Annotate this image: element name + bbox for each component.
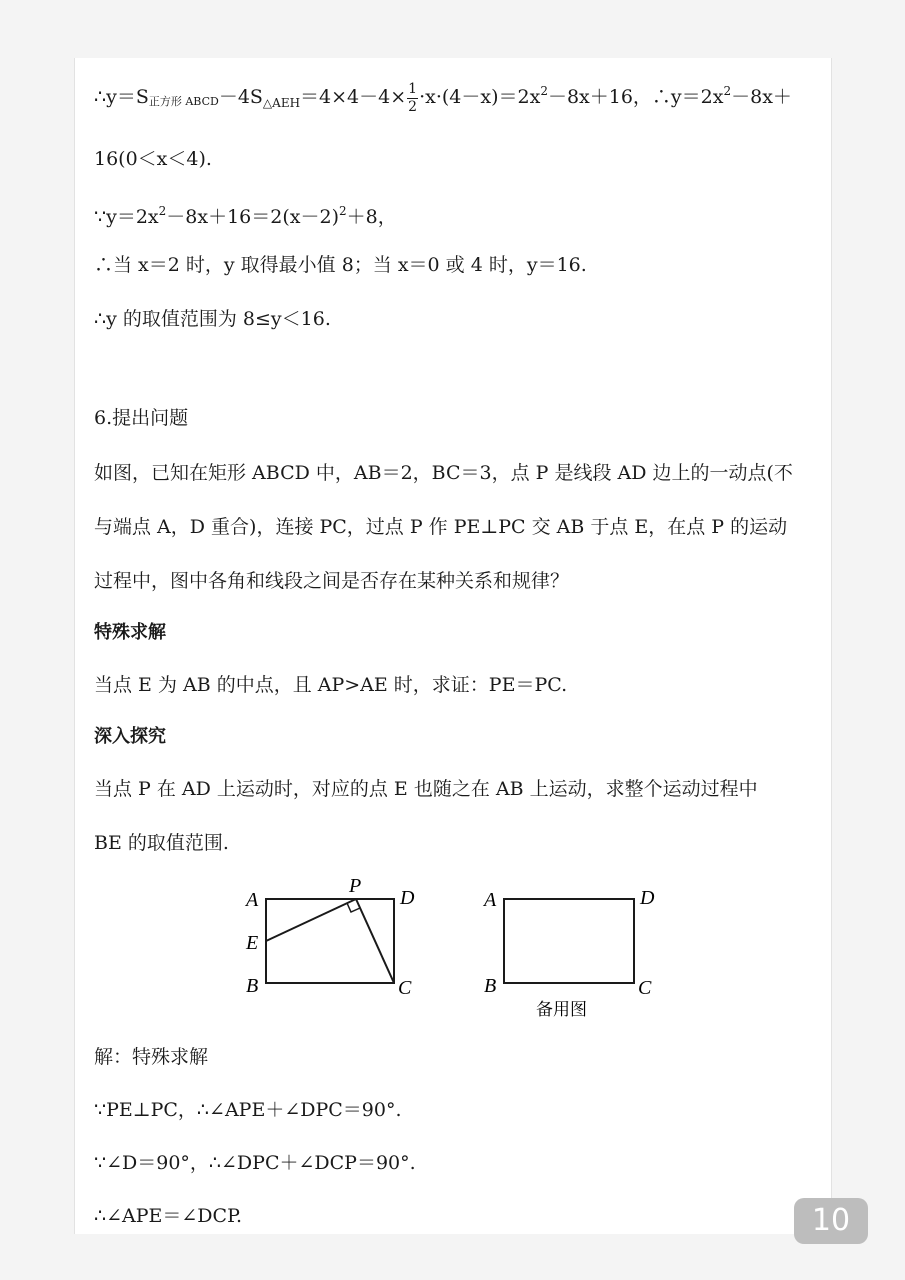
problem-text-3: 过程中，图中各角和线段之间是否存在某种关系和规律？: [94, 570, 570, 592]
fraction: [407, 81, 418, 116]
fraction-denominator: 2: [408, 98, 418, 115]
solution-heading: 解：特殊求解: [94, 1046, 209, 1068]
segment-pe: [266, 899, 356, 941]
label-a: A: [484, 889, 497, 911]
formula-text: ∵y＝2x: [94, 206, 159, 228]
label-b: B: [246, 975, 259, 997]
formula-text: －4S: [218, 86, 263, 108]
formula-line-4: ∴当 x＝2 时，y 取得最小值 8；当 x＝0 或 4 时，y＝16.: [94, 254, 587, 276]
label-d: D: [400, 887, 415, 909]
problem-text-1: 如图，已知在矩形 ABCD 中，AB＝2，BC＝3，点 P 是线段 AD 边上的一动点(不: [94, 462, 793, 484]
formula-text: ·x·(4－x)＝2x: [419, 86, 541, 108]
problem-text-2: 与端点 A，D 重合)，连接 PC，过点 P 作 PE⊥PC 交 AB 于点 E，在点 P 的运动: [94, 516, 788, 538]
superscript: 2: [338, 204, 347, 218]
section-heading-special: 特殊求解: [94, 622, 166, 643]
problem-text-4: 当点 E 为 AB 的中点，且 AP>AE 时，求证：PE＝PC.: [94, 674, 568, 696]
solution-step-1: ∵PE⊥PC，∴∠APE＋∠DPC＝90°.: [94, 1099, 402, 1121]
superscript: 2: [540, 84, 548, 98]
superscript: 2: [723, 84, 732, 98]
problem-title: 6.提出问题: [94, 407, 189, 429]
fraction-numerator: 1: [408, 80, 418, 97]
superscript: 2: [158, 204, 167, 218]
problem-text-5: 当点 P 在 AD 上运动时，对应的点 E 也随之在 AB 上运动，求整个运动过程中: [94, 778, 758, 800]
formula-text: －8x＋: [731, 86, 792, 108]
label-b: B: [484, 975, 497, 997]
page-number-badge: 10: [794, 1198, 868, 1244]
label-p: P: [349, 875, 362, 897]
subscript: △AEH: [262, 96, 301, 110]
formula-text: ∴y＝S: [94, 86, 149, 108]
segment-pc: [356, 899, 394, 983]
formula-line-3: [94, 198, 397, 230]
formula-text: ＋8，: [346, 206, 397, 228]
geometry-figure-spare: [474, 870, 674, 1030]
geometry-figure-main: [236, 870, 436, 1010]
label-c: C: [398, 977, 412, 999]
label-e: E: [246, 932, 259, 954]
formula-text: －8x＋16，∴y＝2x: [547, 86, 724, 108]
solution-step-2: ∵∠D＝90°，∴∠DPC＋∠DCP＝90°.: [94, 1152, 416, 1174]
formula-line-5: ∴y 的取值范围为 8≤y＜16.: [94, 308, 331, 330]
formula-line-1: [94, 78, 792, 116]
formula-line-2: 16(0＜x＜4).: [94, 148, 212, 170]
formula-text: ＝4×4－4×: [300, 86, 407, 108]
label-a: A: [246, 889, 259, 911]
rectangle-abcd: [504, 899, 634, 983]
problem-text-6: BE 的取值范围.: [94, 832, 229, 854]
figure-caption: 备用图: [536, 1000, 587, 1020]
label-c: C: [638, 977, 652, 999]
label-d: D: [640, 887, 655, 909]
solution-step-3: ∴∠APE＝∠DCP.: [94, 1205, 243, 1227]
formula-text: －8x＋16＝2(x－2): [166, 206, 339, 228]
subscript: 正方形 ABCD: [148, 95, 219, 108]
section-heading-explore: 深入探究: [94, 726, 166, 747]
